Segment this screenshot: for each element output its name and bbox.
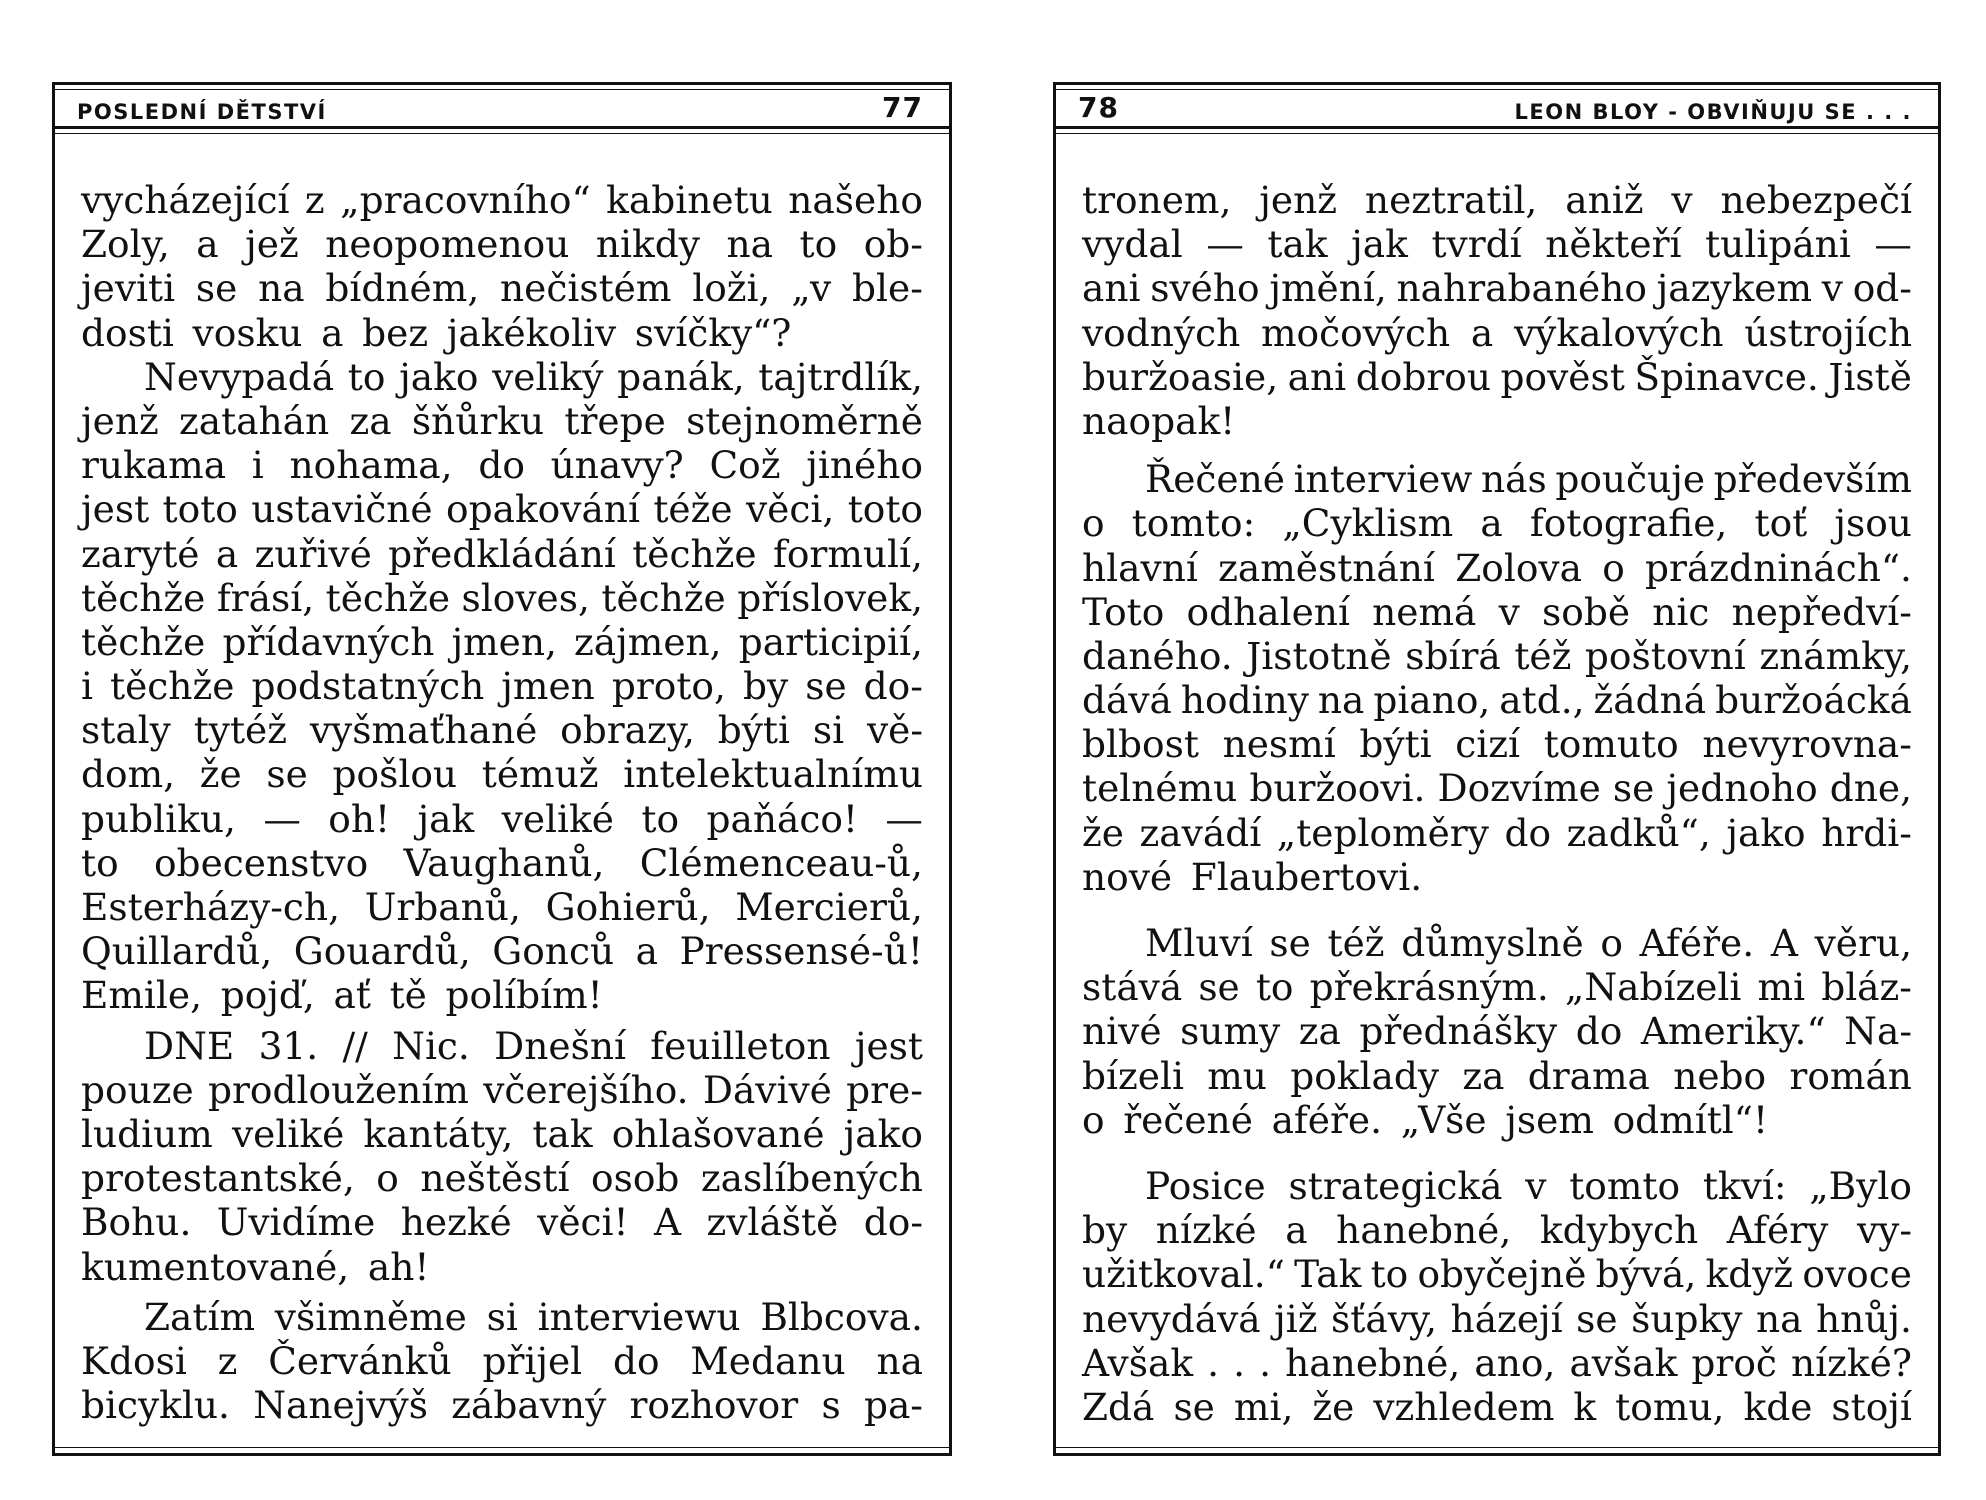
text-line: dom, že se pošlou témuž intelektualnímu — [81, 752, 923, 797]
text-line: buržoasie, ani dobrou pověst Špinavce. Jistě — [1082, 354, 1912, 399]
text-line: to obecenstvo Vaughanů, Clémenceau-ů, — [81, 840, 923, 885]
text-line: jest toto ustavičné opakování téže věci, toto — [81, 487, 923, 532]
text-line: Nevypadá to jako veliký panák, tajtrdlík, — [144, 354, 923, 399]
text-line: hlavní zaměstnání Zolova o prázdninách“. — [1082, 545, 1912, 590]
text-line: Emile, pojď, ať tě políbím! — [81, 973, 603, 1018]
text-line: bízeli mu poklady za drama nebo román — [1082, 1053, 1912, 1098]
text-line: nivé sumy za přednášky do Ameriky.“ Na- — [1082, 1009, 1912, 1054]
text-line: stává se to překrásným. „Nabízeli mi bláz- — [1082, 965, 1912, 1010]
body-text — [81, 178, 923, 1427]
text-line: DNE 31. // Nic. Dnešní feuilleton jest — [144, 1023, 923, 1068]
text-line: ludium veliké kantáty, tak ohlašované jako — [81, 1111, 923, 1156]
text-line: dosti vosku a bez jakékoliv svíčky“? — [81, 310, 792, 355]
text-line: Esterházy-ch, Urbanů, Gohierů, Mercierů, — [81, 885, 923, 929]
body-text — [1082, 178, 1912, 1429]
bottom-rule — [1053, 1453, 1941, 1456]
text-line: by nízké a hanebné, kdybych Aféry vy- — [1082, 1208, 1912, 1253]
text-line: jeviti se na bídném, nečistém loži, „v ble- — [81, 266, 923, 311]
text-line: blbost nesmí býti cizí tomuto nevyrovna- — [1082, 722, 1912, 767]
text-line: Zatím všimněme si interviewu Blbcova. — [144, 1294, 923, 1339]
text-line: užitkoval.“ Tak to obyčejně bývá, když ovoce — [1082, 1252, 1912, 1297]
text-line: publiku, — oh! jak veliké to paňáco! — — [81, 796, 923, 841]
text-line: těchže frásí, těchže sloves, těchže příslovek, — [81, 575, 923, 620]
top-rule — [1053, 82, 1941, 85]
running-head-title: LEON BLOY - OBVIŇUJU SE . . . — [1514, 100, 1912, 124]
text-line: naopak! — [1082, 398, 1236, 443]
running-head-title: POSLEDNÍ DĚTSTVÍ — [77, 100, 327, 124]
text-line: rukama i nohama, do únavy? Což jiného — [81, 443, 923, 488]
header-rule — [1053, 126, 1941, 129]
text-line: vodných močových a výkalových ústrojích — [1082, 310, 1912, 355]
text-line: o řečené aféře. „Vše jsem odmítl“! — [1082, 1097, 1769, 1142]
text-line: nové Flaubertovi. — [1082, 854, 1423, 899]
text-line: Avšak . . . hanebné, ano, avšak proč nízké? — [1082, 1340, 1912, 1385]
top-rule-thin — [52, 89, 952, 90]
text-line: Řečené interview nás poučuje především — [1145, 457, 1912, 502]
bottom-rule — [52, 1453, 952, 1456]
text-line: i těchže podstatných jmen proto, by se do- — [81, 664, 923, 709]
left-page — [52, 82, 952, 1456]
text-line: nevydává již šťávy, házejí se šupky na hnůj. — [1082, 1296, 1912, 1341]
text-line: zaryté a zuřivé předkládání těchže formulí, — [81, 531, 923, 576]
text-line: Mluví se též důmyslně o Aféře. A věru, — [1145, 921, 1912, 965]
top-rule-thin — [1053, 89, 1941, 90]
text-line: Zdá se mi, že vzhledem k tomu, kde stojí — [1082, 1384, 1912, 1429]
text-line: Zoly, a jež neopomenou nikdy na to ob- — [81, 222, 923, 267]
running-head — [1078, 91, 1912, 124]
text-line: těchže přídavných jmen, zájmen, participií, — [81, 619, 923, 664]
text-line: protestantské, o neštěstí osob zaslíbených — [81, 1156, 923, 1201]
bottom-rule-thin — [52, 1447, 952, 1448]
text-line: jenž zatahán za šňůrku třepe stejnoměrně — [81, 398, 923, 443]
text-line: telnému buržoovi. Dozvíme se jednoho dne, — [1082, 766, 1912, 811]
header-rule-thin — [52, 133, 952, 134]
text-line: bicyklu. Nanejvýš zábavný rozhovor s pa- — [81, 1383, 923, 1428]
text-line: vydal — tak jak tvrdí někteří tulipáni — — [1082, 222, 1912, 267]
header-rule — [52, 126, 952, 129]
text-line: Posice strategická v tomto tkví: „Bylo — [1145, 1163, 1912, 1208]
text-line: Quillardů, Gouardů, Gonců a Pressensé-ů! — [81, 929, 923, 974]
text-line: Kdosi z Červánků přijel do Medanu na — [81, 1338, 923, 1383]
text-line: tronem, jenž neztratil, aniž v nebezpečí — [1082, 178, 1912, 222]
text-line: dává hodiny na piano, atd., žádná buržoácká — [1082, 678, 1912, 723]
text-line: kumentované, ah! — [81, 1244, 430, 1289]
header-rule-thin — [1053, 133, 1941, 134]
text-line: staly tytéž vyšmaťhané obrazy, býti si vě- — [81, 708, 923, 753]
page-number: 77 — [882, 91, 923, 124]
top-rule — [52, 82, 952, 85]
text-line: ani svého jmění, nahrabaného jazykem v od- — [1082, 266, 1912, 311]
text-line: vycházející z „pracovního“ kabinetu našeho — [81, 178, 923, 222]
text-line: pouze prodloužením včerejšího. Dávivé pre- — [81, 1067, 923, 1112]
bottom-rule-thin — [1053, 1447, 1941, 1448]
text-line: Toto odhalení nemá v sobě nic nepředví- — [1082, 589, 1912, 634]
text-line: daného. Jistotně sbírá též poštovní známky, — [1082, 633, 1912, 678]
text-line: o tomto: „Cyklism a fotografie, toť jsou — [1082, 501, 1912, 546]
text-line: že zavádí „teploměry do zadků“, jako hrdi- — [1082, 810, 1912, 855]
right-page — [1053, 82, 1941, 1456]
text-line: Bohu. Uvidíme hezké věci! A zvláště do- — [81, 1200, 923, 1245]
running-head — [77, 91, 923, 124]
page-number: 78 — [1078, 91, 1119, 124]
